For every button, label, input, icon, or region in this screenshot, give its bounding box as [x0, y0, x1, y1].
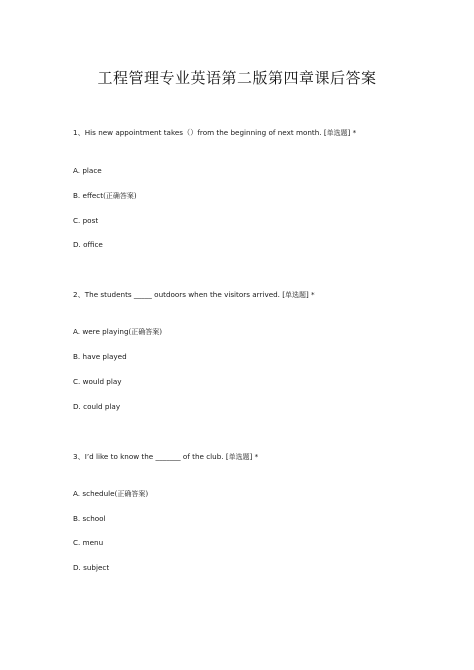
- question-1-type-tag: [单选题]: [323, 129, 351, 137]
- option-letter: C.: [73, 377, 81, 386]
- option-letter: A.: [73, 166, 81, 175]
- question-1-stem: His new appointment takes（）from the beginning of next month.: [84, 128, 322, 137]
- option-letter: B.: [73, 191, 81, 200]
- option-text: were playing: [82, 327, 129, 336]
- option-letter: C.: [73, 538, 81, 547]
- option-text: school: [82, 514, 106, 523]
- option-letter: A.: [73, 327, 81, 336]
- question-3-type-tag: [单选题]: [225, 453, 253, 461]
- question-3-option-b: [73, 514, 106, 524]
- option-letter: C.: [73, 216, 81, 225]
- question-3-number: 3、: [73, 452, 85, 461]
- question-1-option-a: [73, 166, 102, 176]
- correct-answer-mark: (正确答案): [114, 490, 149, 498]
- question-1-stem-line: [73, 128, 356, 138]
- option-letter: D.: [73, 240, 81, 249]
- option-text: menu: [82, 538, 104, 547]
- option-text: schedule: [82, 489, 115, 498]
- option-text: post: [82, 216, 99, 225]
- page-title: 工程管理专业英语第二版第四章课后答案: [97, 69, 377, 87]
- question-3-option-d: [73, 563, 109, 573]
- question-2-stem: The students _____ outdoors when the visitors arrived.: [84, 290, 280, 299]
- question-1-number: 1、: [73, 128, 85, 137]
- option-letter: B.: [73, 352, 81, 361]
- question-3-stem: I’d like to know the _______ of the club.: [84, 452, 224, 461]
- option-text: office: [83, 240, 103, 249]
- question-2-option-d: [73, 402, 120, 412]
- question-3-stem-line: [73, 452, 258, 462]
- option-text: subject: [83, 563, 110, 572]
- question-2-option-a: [73, 327, 162, 337]
- option-letter: D.: [73, 402, 81, 411]
- option-text: place: [82, 166, 102, 175]
- correct-answer-mark: (正确答案): [103, 192, 137, 200]
- correct-answer-mark: (正确答案): [128, 328, 162, 336]
- option-text: have played: [82, 352, 127, 361]
- question-2-required-mark: *: [311, 290, 315, 299]
- option-text: could play: [83, 402, 121, 411]
- question-2-option-b: [73, 352, 127, 362]
- question-2-number: 2、: [73, 290, 85, 299]
- question-2-stem-line: [73, 290, 315, 300]
- question-1-required-mark: *: [352, 128, 357, 137]
- question-1-option-c: [73, 216, 98, 226]
- option-letter: B.: [73, 514, 81, 523]
- option-letter: D.: [73, 563, 81, 572]
- question-3-option-c: [73, 538, 103, 548]
- option-text: effect: [82, 191, 104, 200]
- question-3-required-mark: *: [254, 452, 259, 461]
- question-1-option-d: [73, 240, 103, 250]
- question-2-option-c: [73, 377, 122, 387]
- question-1-option-b: [73, 191, 137, 201]
- option-letter: A.: [73, 489, 81, 498]
- option-text: would play: [82, 377, 122, 386]
- question-3-option-a: [73, 489, 148, 499]
- question-2-type-tag: [单选题]: [282, 291, 309, 299]
